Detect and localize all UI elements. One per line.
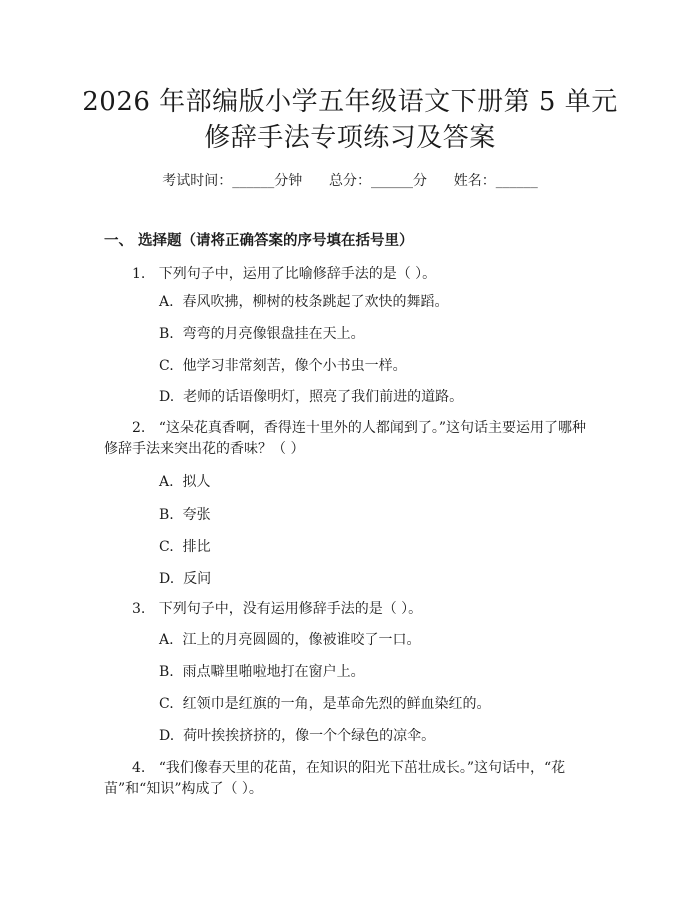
question-1-stem: 1. 下列句子中，运用了比喻修辞手法的是（ ）。 <box>132 266 437 282</box>
question-3-option-d: D. 荷叶挨挨挤挤的，像一个个绿色的凉伞。 <box>159 728 436 744</box>
question-3-stem: 3. 下列句子中，没有运用修辞手法的是（ ）。 <box>132 601 423 617</box>
question-2-option-a: A. 拟人 <box>159 474 211 490</box>
question-1-option-d: D. 老师的话语像明灯，照亮了我们前进的道路。 <box>159 389 464 405</box>
question-4-stem-continued: 苗”和“知识”构成了（ ）。 <box>104 781 263 797</box>
question-2-stem: 2. “这朵花真香啊，香得连十里外的人都闻到了。”这句话主要运用了哪种 <box>132 420 587 436</box>
question-2-option-d: D. 反问 <box>159 571 212 587</box>
question-2-option-c: C. 排比 <box>159 539 211 555</box>
section-heading: 一、 选择题（请将正确答案的序号填在括号里） <box>104 232 414 249</box>
document-title-line-2: 修辞手法专项练习及答案 <box>204 123 496 153</box>
question-2-option-b: B. 夸张 <box>159 507 211 523</box>
document-title-line-1: 2026 年部编版小学五年级语文下册第 5 单元 <box>82 87 618 117</box>
question-3-option-a: A. 江上的月亮圆圆的，像被谁咬了一口。 <box>159 632 421 648</box>
question-1-option-b: B. 弯弯的月亮像银盘挂在天上。 <box>159 326 365 342</box>
question-1-option-c: C. 他学习非常刻苦，像个小书虫一样。 <box>159 358 407 374</box>
question-1-option-a: A. 春风吹拂，柳树的枝条跳起了欢快的舞蹈。 <box>159 294 449 310</box>
question-3-option-b: B. 雨点噼里啪啦地打在窗户上。 <box>159 664 365 680</box>
question-2-stem-continued: 修辞手法来突出花的香味？（ ） <box>104 441 305 457</box>
exam-info-line: 考试时间：______分钟 总分：______分 姓名：______ <box>162 173 538 189</box>
question-4-stem: 4. “我们像春天里的花苗，在知识的阳光下茁壮成长。”这句话中，“花 <box>132 760 566 776</box>
question-3-option-c: C. 红领巾是红旗的一角，是革命先烈的鲜血染红的。 <box>159 696 491 712</box>
